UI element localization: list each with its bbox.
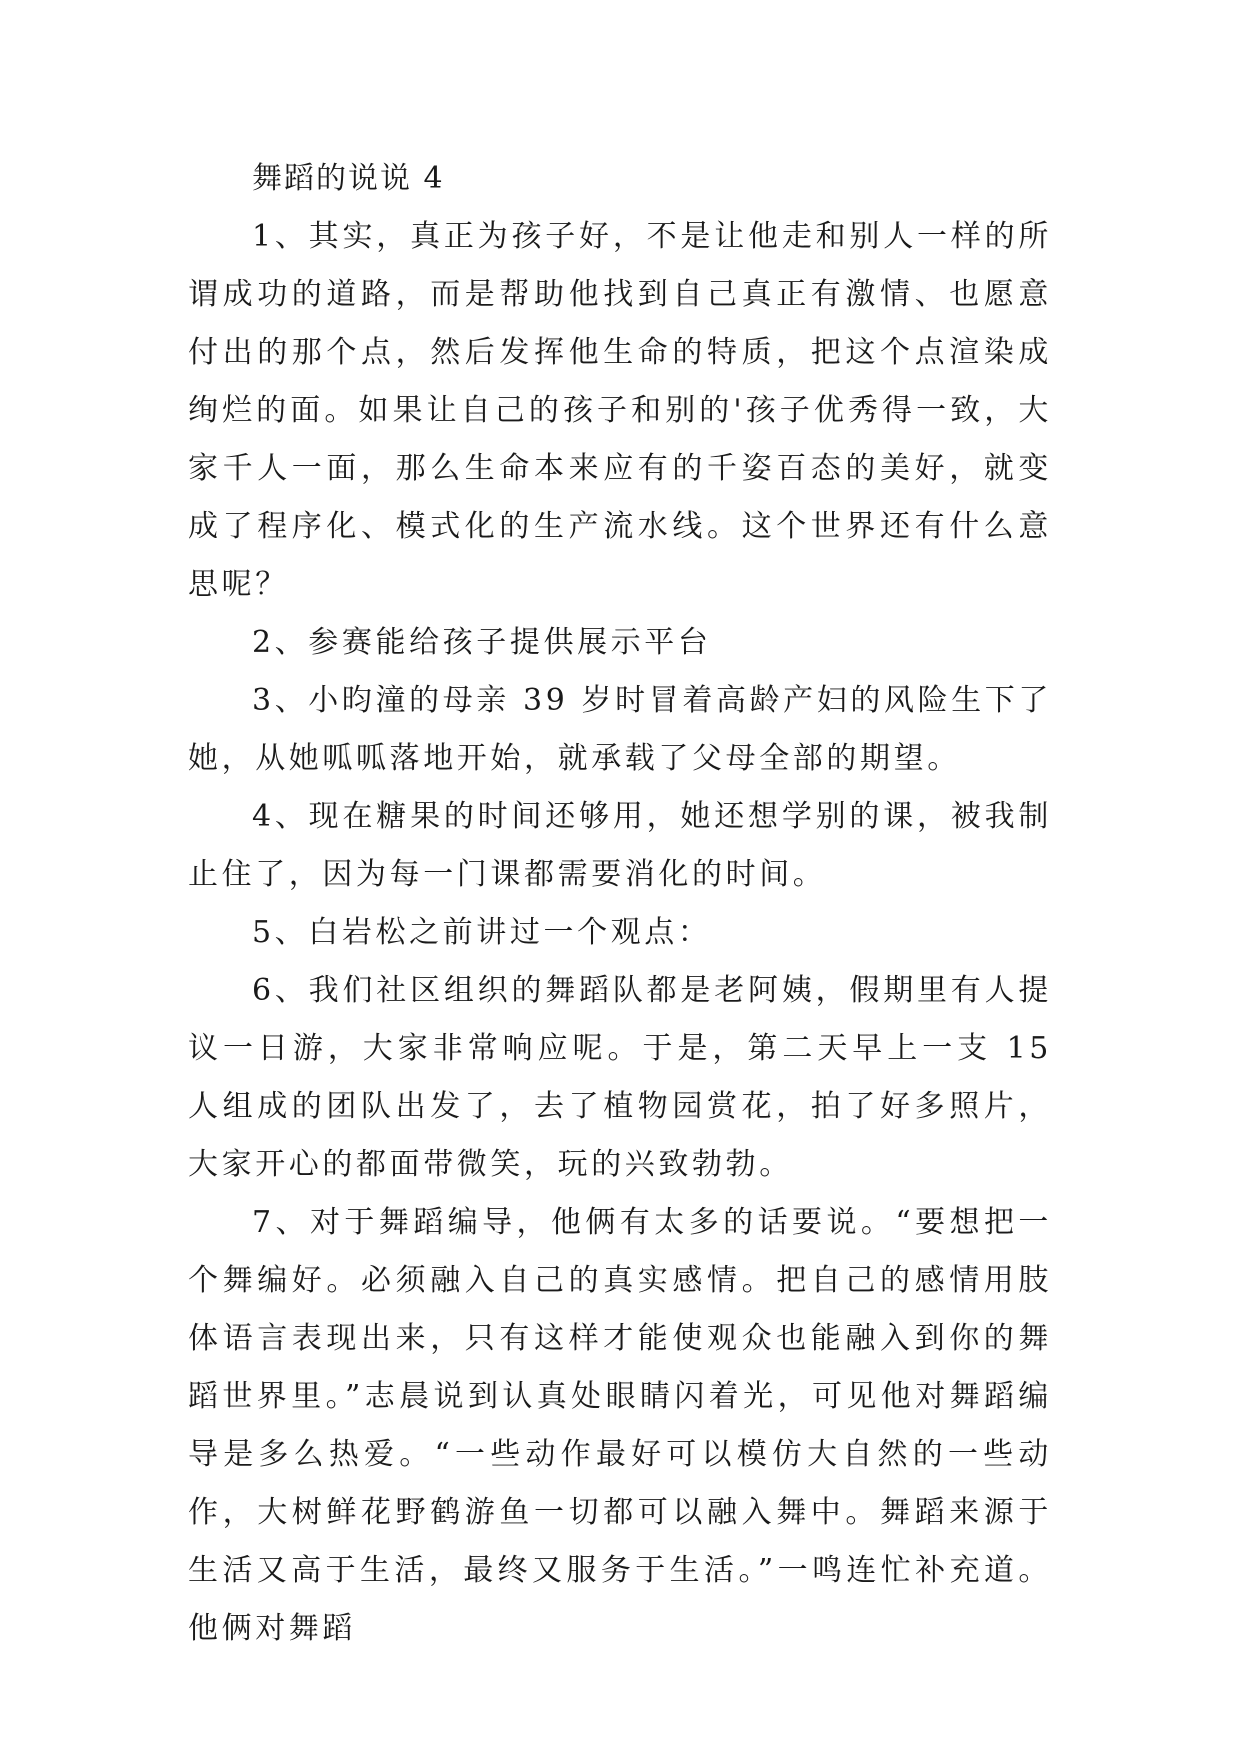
- paragraph-7: 7、对于舞蹈编导，他俩有太多的话要说。“要想把一个舞编好。必须融入自己的真实感情。把自己的感情用肢体语言表现出来，只有这样才能使观众也能融入到你的舞蹈世界里。”志晨说到认真处眼睛闪着光，可见他对舞蹈编导是多么热爱。“一些动作最好可以模仿大自然的一些动作，大树鲜花野鹤游鱼一切都可以融入舞中。舞蹈来源于生活又高于生活，最终又服务于生活。”一鸣连忙补充道。他俩对舞蹈: [188, 1205, 1052, 1646]
- document-title: 舞蹈的说说 4: [252, 161, 445, 196]
- paragraph-4: 4、现在糖果的时间还够用，她还想学别的课，被我制止住了，因为每一门课都需要消化的时间。: [188, 799, 1052, 892]
- paragraph-6: 6、我们社区组织的舞蹈队都是老阿姨，假期里有人提议一日游，大家非常响应呢。于是，第二天早上一支 15 人组成的团队出发了，去了植物园赏花，拍了好多照片，大家开心的都面带微笑，玩的兴致勃勃。: [188, 973, 1052, 1182]
- paragraph-5: 5、白岩松之前讲过一个观点：: [252, 915, 712, 950]
- document-body: [188, 150, 1052, 1658]
- paragraph-2: 2、参赛能给孩子提供展示平台: [252, 625, 712, 660]
- paragraph-3: 3、小昀潼的母亲 39 岁时冒着高龄产妇的风险生下了她，从她呱呱落地开始，就承载了父母全部的期望。: [188, 683, 1052, 776]
- paragraph-1: 1、其实，真正为孩子好，不是让他走和别人一样的所谓成功的道路，而是帮助他找到自己真正有激情、也愿意付出的那个点，然后发挥他生命的特质，把这个点渲染成绚烂的面。如果让自己的孩子和别的'孩子优秀得一致，大家千人一面，那么生命本来应有的千姿百态的美好，就变成了程序化、模式化的生产流水线。这个世界还有什么意思呢？: [188, 219, 1052, 602]
